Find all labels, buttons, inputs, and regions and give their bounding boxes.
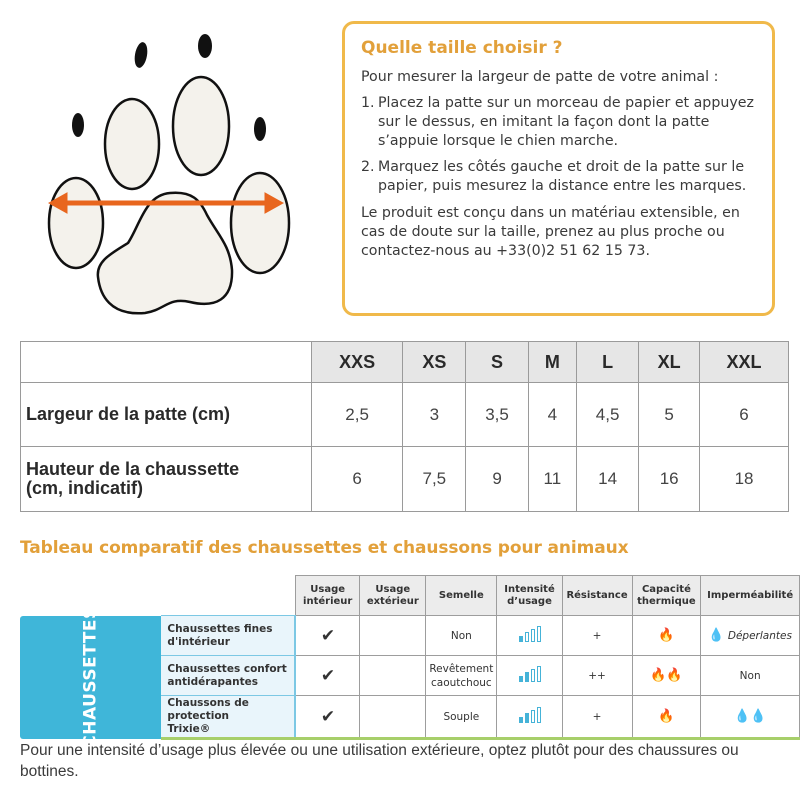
table-cell: 14 bbox=[576, 447, 638, 512]
footnote: Pour une intensité d’usage plus élevée ou une utilisation extérieure, optez plutôt pour des chaussures ou bottines. bbox=[20, 742, 739, 780]
table-cell: 6 bbox=[700, 383, 789, 447]
table-cell: 3 bbox=[403, 383, 466, 447]
size-header: S bbox=[466, 342, 528, 383]
comparison-header-row bbox=[20, 576, 800, 616]
exterior-cell bbox=[360, 696, 426, 739]
waterproof-cell: Non bbox=[701, 656, 800, 696]
measure-step: 2. Marquez les côtés gauche et droit de la patte sur le papier, puis mesurez la distance entre les marques. bbox=[361, 159, 747, 194]
sole-cell: Non bbox=[426, 616, 497, 656]
check-icon: ✔ bbox=[320, 625, 336, 646]
table-row bbox=[21, 447, 789, 512]
category-label: CHAUSSETTES bbox=[20, 616, 161, 739]
paw-measure-icon bbox=[40, 25, 300, 315]
intensity-cell bbox=[497, 656, 562, 696]
col-header: Résistance bbox=[562, 576, 632, 616]
intensity-cell bbox=[497, 696, 562, 739]
thermal-cell bbox=[632, 616, 701, 656]
resistance-cell: ++ bbox=[562, 656, 632, 696]
comparison-title: Tableau comparatif des chaussettes et chaussons pour animaux bbox=[20, 538, 629, 558]
size-header: L bbox=[576, 342, 638, 383]
size-header: XXL bbox=[700, 342, 789, 383]
exterior-cell bbox=[360, 656, 426, 696]
table-cell: 9 bbox=[466, 447, 528, 512]
table-cell: 16 bbox=[639, 447, 700, 512]
table-cell: 4 bbox=[528, 383, 576, 447]
water-drop-icon: 💧💧 bbox=[733, 709, 767, 724]
size-guide-intro: Pour mesurer la largeur de patte de votre animal : bbox=[361, 69, 719, 85]
exterior-cell bbox=[360, 616, 426, 656]
table-cell: 6 bbox=[312, 447, 403, 512]
table-cell: 4,5 bbox=[576, 383, 638, 447]
interior-cell bbox=[295, 616, 360, 656]
signal-bars-icon bbox=[519, 626, 541, 642]
thermal-cell bbox=[632, 656, 701, 696]
col-header: Capacité thermique bbox=[632, 576, 701, 616]
size-table bbox=[20, 341, 789, 512]
product-name: Chaussettes confort antidérapantes bbox=[161, 656, 295, 696]
table-cell: 11 bbox=[528, 447, 576, 512]
interior-cell bbox=[295, 696, 360, 739]
row-label: Hauteur de la chaussette (cm, indicatif) bbox=[21, 447, 312, 512]
measure-step: 1. Placez la patte sur un morceau de papier et appuyez sur le dessus, en imitant la façon dont la patte s’appuie lorsque le chien marche. bbox=[361, 95, 754, 149]
row-label: Largeur de la patte (cm) bbox=[21, 383, 312, 447]
table-cell: 3,5 bbox=[466, 383, 528, 447]
flame-icon: 🔥 bbox=[658, 709, 675, 724]
col-header: Intensité d’usage bbox=[497, 576, 562, 616]
col-header: Usage intérieur bbox=[295, 576, 360, 616]
sole-cell: Souple bbox=[426, 696, 497, 739]
size-header-row bbox=[21, 342, 789, 383]
resistance-cell: + bbox=[562, 616, 632, 656]
measure-steps bbox=[359, 94, 758, 196]
product-name: Chaussons de protection Trixie® bbox=[161, 696, 295, 739]
table-row bbox=[20, 616, 800, 656]
signal-bars-icon bbox=[519, 666, 541, 682]
check-icon: ✔ bbox=[320, 706, 336, 727]
table-cell: 18 bbox=[700, 447, 789, 512]
col-header: Imperméabilité bbox=[701, 576, 800, 616]
size-header: XXS bbox=[312, 342, 403, 383]
paw-illustration bbox=[40, 25, 300, 315]
sole-cell: Revêtement caoutchouc bbox=[426, 656, 497, 696]
size-guide-title: Quelle taille choisir ? bbox=[361, 38, 563, 58]
comparison-table bbox=[20, 575, 800, 748]
comparison-table-wrap bbox=[20, 575, 800, 748]
thermal-cell bbox=[632, 696, 701, 739]
size-guide-note: Le produit est conçu dans un matériau extensible, en cas de doute sur la taille, prenez au plus proche ou contactez-nous au +33(0)2 51 62 15 73. bbox=[361, 205, 740, 259]
product-name: Chaussettes fines d'intérieur bbox=[161, 616, 295, 656]
check-icon: ✔ bbox=[320, 665, 336, 686]
col-header: Semelle bbox=[426, 576, 497, 616]
size-header: XS bbox=[403, 342, 466, 383]
water-drop-icon: 💧 bbox=[708, 628, 725, 643]
flame-icon: 🔥🔥 bbox=[650, 668, 683, 683]
table-row bbox=[21, 383, 789, 447]
flame-icon: 🔥 bbox=[658, 628, 675, 643]
col-header: Usage extérieur bbox=[360, 576, 426, 616]
size-header: M bbox=[528, 342, 576, 383]
size-guide-box bbox=[342, 21, 775, 316]
resistance-cell: + bbox=[562, 696, 632, 739]
table-cell: 2,5 bbox=[312, 383, 403, 447]
waterproof-cell: 💧 Déperlantes bbox=[701, 616, 800, 656]
size-header: XL bbox=[639, 342, 700, 383]
signal-bars-icon bbox=[519, 707, 541, 723]
table-cell: 5 bbox=[639, 383, 700, 447]
waterproof-cell bbox=[701, 696, 800, 739]
interior-cell bbox=[295, 656, 360, 696]
table-cell: 7,5 bbox=[403, 447, 466, 512]
intensity-cell bbox=[497, 616, 562, 656]
